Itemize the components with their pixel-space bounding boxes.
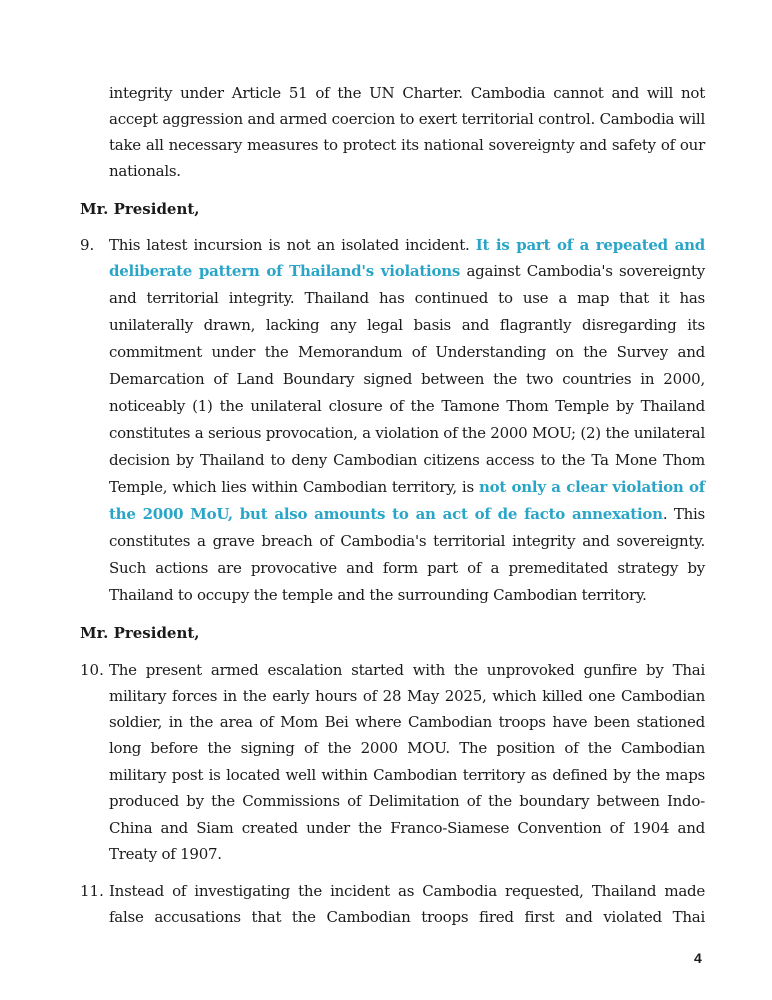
paragraph-line (109, 261, 705, 281)
text-segment: false accusations that the Cambodian troops fired first and violated Thai (109, 908, 705, 926)
text-segment: Such actions are provocative and form part of a premeditated strategy by (109, 559, 705, 577)
paragraph-line (109, 369, 705, 389)
text-segment: military forces in the early hours of 28 May 2025, which killed one Cambodian (109, 687, 705, 705)
text-segment: decision by Thailand to deny Cambodian citizens access to the Ta Mone Thom (109, 451, 705, 469)
paragraph-line (109, 135, 705, 155)
paragraph-line (109, 477, 705, 497)
text-segment: constitutes a serious provocation, a violation of the 2000 MOU; (2) the unilateral (109, 424, 705, 442)
text-segment: nationals. (109, 162, 181, 180)
paragraph-line (109, 558, 705, 578)
text-segment: produced by the Commissions of Delimitation of the boundary between Indo- (109, 792, 705, 810)
section-heading: Mr. President, (80, 624, 200, 642)
paragraph-number: 9. (80, 236, 95, 254)
paragraph-line (109, 712, 705, 732)
text-segment: This latest incursion is not an isolated incident. (109, 236, 476, 254)
paragraph-line (109, 531, 705, 551)
highlighted-text: the 2000 MoU, but also amounts to an act of de facto annexation (109, 505, 663, 523)
paragraph-line (109, 907, 705, 927)
text-segment: accept aggression and armed coercion to exert territorial control. Cambodia will (109, 110, 705, 128)
paragraph-line (109, 396, 705, 416)
paragraph-number: 10. (80, 661, 104, 679)
paragraph-line (109, 423, 705, 443)
text-segment: soldier, in the area of Mom Bei where Cambodian troops have been stationed (109, 713, 705, 731)
paragraph-line (109, 686, 705, 706)
text-segment: Demarcation of Land Boundary signed between the two countries in 2000, (109, 370, 705, 388)
text-segment: Instead of investigating the incident as Cambodia requested, Thailand made (109, 882, 705, 900)
paragraph-number: 11. (80, 882, 104, 900)
text-segment: integrity under Article 51 of the UN Charter. Cambodia cannot and will not (109, 84, 705, 102)
paragraph-line (109, 288, 705, 308)
text-segment: and territorial integrity. Thailand has continued to use a map that it has (109, 289, 705, 307)
paragraph-line (109, 109, 705, 129)
paragraph-line (109, 765, 705, 785)
text-segment: . This (662, 505, 706, 523)
paragraph-line (109, 818, 705, 838)
text-segment: Thailand to occupy the temple and the surrounding Cambodian territory. (109, 586, 647, 604)
text-segment: Treaty of 1907. (109, 845, 222, 863)
paragraph-line (109, 844, 705, 864)
paragraph-line (109, 585, 705, 605)
text-segment: constitutes a grave breach of Cambodia's territorial integrity and sovereignty. (109, 532, 705, 550)
paragraph-line (109, 450, 705, 470)
paragraph-line (109, 315, 705, 335)
highlighted-text: It is part of a repeated and (475, 236, 705, 254)
text-segment: Temple, which lies within Cambodian territory, is (109, 478, 479, 496)
page-number: 4 (694, 950, 702, 966)
text-segment: noticeably (1) the unilateral closure of the Tamone Thom Temple by Thailand (109, 397, 705, 415)
text-segment: China and Siam created under the Franco-Siamese Convention of 1904 and (109, 819, 705, 837)
section-heading: Mr. President, (80, 200, 200, 218)
highlighted-text: not only a clear violation of (478, 478, 705, 496)
text-segment: unilaterally drawn, lacking any legal basis and flagrantly disregarding its (109, 316, 705, 334)
text-segment: against Cambodia's sovereignty (460, 262, 705, 280)
paragraph-line (109, 881, 705, 901)
paragraph-line (109, 738, 705, 758)
highlighted-text: deliberate pattern of Thailand's violations (109, 262, 461, 280)
paragraph-line (109, 342, 705, 362)
text-segment: military post is located well within Cambodian territory as defined by the maps (109, 766, 705, 784)
text-segment: commitment under the Memorandum of Understanding on the Survey and (109, 343, 705, 361)
text-segment: take all necessary measures to protect its national sovereignty and safety of our (109, 136, 705, 154)
paragraph-line (109, 161, 705, 181)
paragraph-line (109, 504, 705, 524)
text-segment: The present armed escalation started with the unprovoked gunfire by Thai (109, 661, 705, 679)
paragraph-line (109, 660, 705, 680)
paragraph-line (109, 791, 705, 811)
paragraph-line (109, 83, 705, 103)
paragraph-line (109, 235, 705, 255)
text-segment: long before the signing of the 2000 MOU. The position of the Cambodian (109, 739, 705, 757)
